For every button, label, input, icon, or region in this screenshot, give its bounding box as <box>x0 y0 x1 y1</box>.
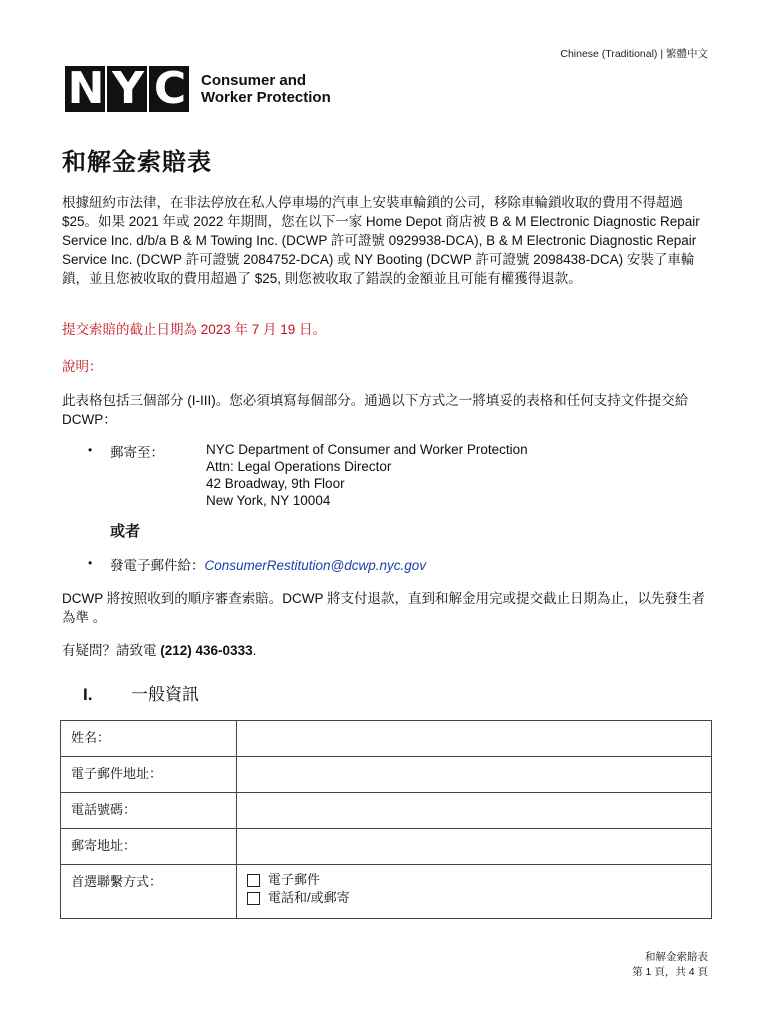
email-field[interactable] <box>237 757 712 793</box>
questions-line <box>62 641 712 660</box>
contact-option-label: 電話和/或郵寄 <box>268 890 350 905</box>
instructions-heading: 說明： <box>62 359 103 374</box>
address-line: NYC Department of Consumer and Worker Protection <box>206 442 528 457</box>
instructions-paragraph: 此表格包括三個部分 (I-III)。您必須填寫每個部分。通過以下方式之一將填妥的表格和任何支持文件提交給 DCWP： <box>62 393 689 427</box>
logo-letter-n: N <box>65 66 105 112</box>
mailing-address <box>206 441 528 509</box>
contact-option-label: 電子郵件 <box>268 872 321 887</box>
review-paragraph: DCWP 將按照收到的順序審查索賠。DCWP 將支付退款，直到和解金用完或提交截止日期為止，以先發生者為準 。 <box>62 591 706 625</box>
checkbox-icon[interactable] <box>247 892 260 905</box>
address-line: 42 Broadway, 9th Floor <box>206 476 345 491</box>
nyc-logo <box>65 63 331 114</box>
phone-label: 電話號碼： <box>61 793 237 829</box>
address-label: 郵寄地址： <box>61 829 237 865</box>
nyc-logo-mark <box>65 63 189 114</box>
address-line: New York, NY 10004 <box>206 493 331 508</box>
phone-field[interactable] <box>237 793 712 829</box>
bullet-icon: • <box>88 556 93 570</box>
contact-method-options <box>237 865 712 919</box>
logo-letter-y: Y <box>107 66 147 112</box>
email-link[interactable]: ConsumerRestitution@dcwp.nyc.gov <box>204 558 427 573</box>
general-info-table <box>60 720 712 919</box>
email-label: 發電子郵件給： <box>110 558 205 573</box>
page-title: 和解金索賠表 <box>62 149 212 176</box>
contact-option-email[interactable] <box>247 871 701 889</box>
checkbox-icon[interactable] <box>247 874 260 887</box>
email-label: 電子郵件地址： <box>61 757 237 793</box>
section-heading <box>83 680 199 705</box>
or-separator: 或者 <box>110 523 141 540</box>
intro-paragraph: 根據紐約市法律，在非法停放在私人停車場的汽車上安裝車輪鎖的公司，移除車輪鎖收取的費用不得超過 $25。如果 2021 年或 2022 年期間，您在以下一家 Home Depot 商店被 B & M Electronic Diagnostic Repair Service Inc. d/b/a B & M Towing Inc. (DCWP 許可證號 0929938-DCA), B & M Electronic Diagnostic Repair Service Inc. (DCWP 許可證號 2084752-DCA) 或 NY Booting (DCWP 許可證號 2098438-DCA) 安裝了車輪鎖，並且您被收取的費用超過了 $25, 則您被收取了錯誤的金額並且可能有權獲得退款。 <box>62 195 700 286</box>
deadline-notice: 提交索賠的截止日期為 2023 年 7 月 19 日。 <box>62 322 327 337</box>
agency-name <box>201 72 331 106</box>
language-label: Chinese (Traditional) | 繁體中文 <box>560 48 708 60</box>
agency-name-line1: Consumer and <box>201 72 307 89</box>
address-line: Attn: Legal Operations Director <box>206 459 392 474</box>
agency-name-line2: Worker Protection <box>201 89 331 106</box>
contact-option-phone-mail[interactable] <box>247 889 701 907</box>
name-label: 姓名： <box>61 721 237 757</box>
footer-title: 和解金索賠表 <box>645 951 708 963</box>
questions-suffix: . <box>252 643 257 658</box>
table-row <box>61 865 712 919</box>
table-row <box>61 757 712 793</box>
email-instruction <box>110 554 426 574</box>
section-number: I. <box>83 685 93 704</box>
table-row <box>61 721 712 757</box>
table-row <box>61 793 712 829</box>
address-field[interactable] <box>237 829 712 865</box>
bullet-icon: • <box>88 443 93 457</box>
phone-number: (212) 436-0333 <box>160 643 253 658</box>
table-row <box>61 829 712 865</box>
mail-label: 郵寄至： <box>110 445 164 460</box>
section-title: 一般資訊 <box>131 685 199 704</box>
questions-text: 有疑問？請致電 <box>62 643 161 658</box>
page-footer <box>632 950 708 980</box>
name-field[interactable] <box>237 721 712 757</box>
logo-letter-c: C <box>149 66 189 112</box>
contact-method-label: 首選聯繫方式： <box>61 865 237 919</box>
page-number: 第 1 頁，共 4 頁 <box>632 966 708 978</box>
